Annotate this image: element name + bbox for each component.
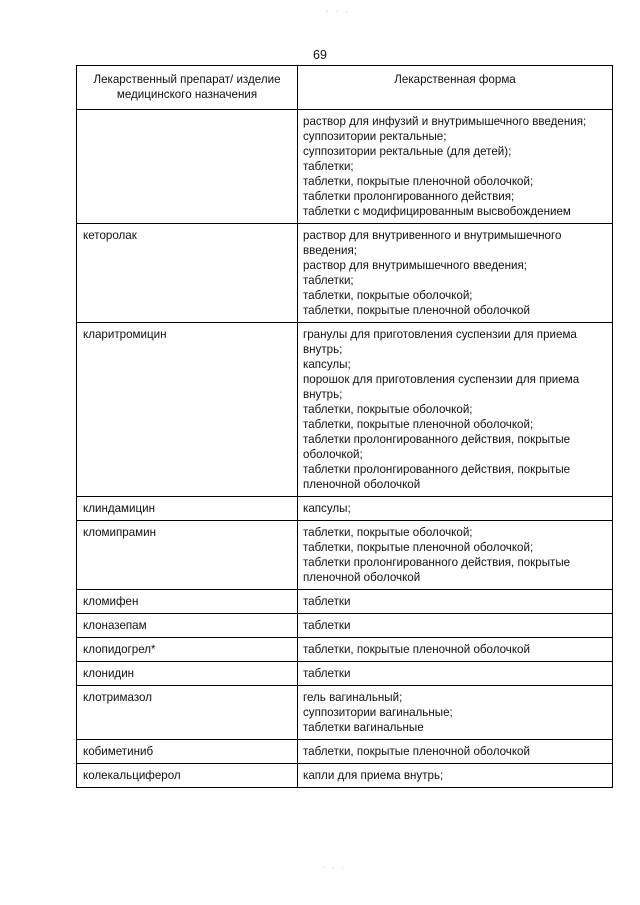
dosage-form-cell	[298, 224, 613, 323]
drug-name-cell: кеторолак	[77, 224, 298, 323]
dosage-form-cell	[298, 686, 613, 740]
dosage-form-item: суппозитории ректальные (для детей);	[303, 145, 512, 158]
dosage-form-cell	[298, 521, 613, 590]
dosage-form-item: таблетки, покрытые пленочной оболочкой;	[303, 175, 534, 188]
dosage-form-item: таблетки;	[303, 160, 354, 173]
dosage-form-item: таблетки	[303, 619, 351, 632]
table-body	[77, 110, 613, 788]
header-drug-column: Лекарственный препарат/ изделие медицинского назначения	[77, 66, 298, 110]
dosage-form-cell	[298, 740, 613, 764]
dosage-form-item: раствор для внутримышечного введения;	[303, 259, 527, 272]
scan-artifact-top: · · ·	[326, 6, 350, 16]
dosage-form-item: капсулы;	[303, 502, 351, 515]
dosage-form-item: гранулы для приготовления суспензии для приема внутрь;	[303, 328, 577, 356]
dosage-form-item: таблетки, покрытые оболочкой;	[303, 289, 473, 302]
drug-name-cell: колекальциферол	[77, 764, 298, 788]
drug-name-cell: кломифен	[77, 590, 298, 614]
dosage-form-item: таблетки	[303, 595, 351, 608]
table-header-row	[77, 66, 613, 110]
drug-name-cell: клиндамицин	[77, 497, 298, 521]
dosage-form-item: гель вагинальный;	[303, 691, 403, 704]
dosage-form-item: таблетки пролонгированного действия, покрытые пленочной оболочкой	[303, 463, 571, 491]
dosage-form-item: таблетки, покрытые пленочной оболочкой	[303, 304, 530, 317]
table-row	[77, 662, 613, 686]
drug-name-cell	[77, 110, 298, 224]
dosage-form-item: порошок для приготовления суспензии для приема внутрь;	[303, 373, 580, 401]
table-row	[77, 614, 613, 638]
dosage-form-item: таблетки с модифицированным высвобождением	[303, 205, 571, 218]
dosage-form-item: таблетки;	[303, 274, 354, 287]
dosage-form-item: капсулы;	[303, 358, 351, 371]
drug-name-cell: клонидин	[77, 662, 298, 686]
dosage-form-item: раствор для внутривенного и внутримышечного введения;	[303, 229, 562, 257]
table-row	[77, 497, 613, 521]
drug-name-cell: клоназепам	[77, 614, 298, 638]
drug-name-cell: кломипрамин	[77, 521, 298, 590]
dosage-form-item: суппозитории вагинальные;	[303, 706, 453, 719]
table-row	[77, 323, 613, 497]
dosage-form-item: таблетки, покрытые пленочной оболочкой;	[303, 418, 534, 431]
drug-name-cell: клопидогрел*	[77, 638, 298, 662]
dosage-form-item: таблетки, покрытые пленочной оболочкой	[303, 643, 530, 656]
dosage-form-cell	[298, 764, 613, 788]
dosage-form-item: таблетки пролонгированного действия;	[303, 190, 515, 203]
dosage-form-cell	[298, 638, 613, 662]
dosage-form-item: таблетки, покрытые пленочной оболочкой;	[303, 541, 534, 554]
dosage-form-cell	[298, 590, 613, 614]
dosage-form-item: таблетки, покрытые оболочкой;	[303, 526, 473, 539]
table-row	[77, 638, 613, 662]
dosage-form-item: таблетки вагинальные	[303, 721, 424, 734]
page-number: 69	[313, 48, 327, 62]
dosage-form-cell	[298, 110, 613, 224]
dosage-form-item: раствор для инфузий и внутримышечного введения;	[303, 115, 587, 128]
dosage-form-item: таблетки пролонгированного действия, покрытые пленочной оболочкой	[303, 556, 571, 584]
drug-name-cell: кобиметиниб	[77, 740, 298, 764]
dosage-form-item: таблетки, покрытые оболочкой;	[303, 403, 473, 416]
table-row	[77, 521, 613, 590]
dosage-form-item: таблетки пролонгированного действия, покрытые оболочкой;	[303, 433, 571, 461]
table-row	[77, 740, 613, 764]
dosage-form-cell	[298, 497, 613, 521]
table-row	[77, 686, 613, 740]
table-row	[77, 224, 613, 323]
drug-forms-table	[76, 65, 613, 788]
drug-name-cell: клотримазол	[77, 686, 298, 740]
dosage-form-item: таблетки	[303, 667, 351, 680]
dosage-form-cell	[298, 323, 613, 497]
table-row	[77, 764, 613, 788]
table-row	[77, 590, 613, 614]
table-row	[77, 110, 613, 224]
drug-name-cell: кларитромицин	[77, 323, 298, 497]
dosage-form-cell	[298, 662, 613, 686]
scan-artifact-bottom: · · ·	[322, 862, 346, 872]
dosage-form-item: суппозитории ректальные;	[303, 130, 447, 143]
header-form-column: Лекарственная форма	[298, 66, 613, 110]
dosage-form-cell	[298, 614, 613, 638]
dosage-form-item: капли для приема внутрь;	[303, 769, 444, 782]
dosage-form-item: таблетки, покрытые пленочной оболочкой	[303, 745, 530, 758]
